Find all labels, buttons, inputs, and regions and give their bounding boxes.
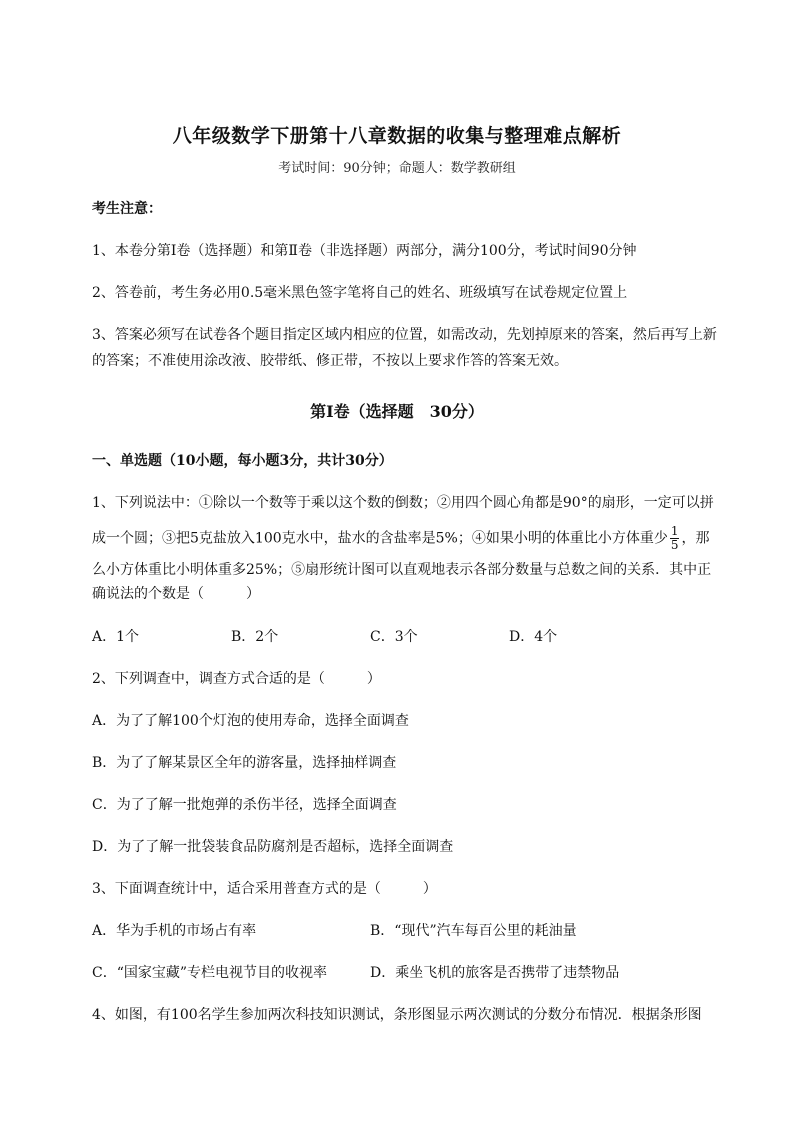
section-title: 第I卷（选择题 30分） [310, 402, 484, 421]
q1-option-d: D．4个 [509, 629, 558, 645]
q3-stem: 3、下面调查统计中，适合采用普查方式的是（ ） [92, 881, 437, 897]
exam-info: 考试时间：90分钟；命题人：数学教研组 [278, 161, 516, 176]
q1-option-b: B．2个 [231, 629, 279, 645]
q3-option-d: D．乘坐飞机的旅客是否携带了违禁物品 [370, 965, 620, 981]
notice-item-1: 1、本卷分第I卷（选择题）和第Ⅱ卷（非选择题）两部分，满分100分，考试时间90分钟 [92, 243, 637, 259]
q1-line-2-end: ，那 [681, 530, 710, 547]
notice-item-3: 3、答案必须写在试卷各个题目指定区域内相应的位置，如需改动，先划掉原来的答案，然后再写上新 [92, 327, 717, 343]
q1-line-2 [92, 525, 709, 552]
notice-item-3-cont: 的答案；不准使用涂改液、胶带纸、修正带，不按以上要求作答的答案无效。 [92, 353, 568, 369]
notice-heading: 考生注意： [92, 201, 162, 217]
q2-option-d: D．为了了解一批袋装食品防腐剂是否超标，选择全面调查 [92, 839, 454, 855]
q2-option-b: B．为了了解某景区全年的游客量，选择抽样调查 [92, 755, 397, 771]
q4-stem: 4、如图，有100名学生参加两次科技知识测试，条形图显示两次测试的分数分布情况．根据条形图 [92, 1007, 702, 1023]
q3-option-a: A．华为手机的市场占有率 [92, 923, 257, 939]
q1-line-4: 确说法的个数是（ ） [92, 586, 260, 602]
q1-line-3: 么小方体重比小明体重多25%；⑤扇形统计图可以直观地表示各部分数量与总数之间的关系．其中正 [92, 562, 712, 578]
notice-item-2: 2、答卷前，考生务必用0.5毫米黑色签字笔将自己的姓名、班级填写在试卷规定位置上 [92, 285, 628, 301]
page-title: 八年级数学下册第十八章数据的收集与整理难点解析 [172, 125, 622, 147]
q3-option-c: C．“国家宝藏”专栏电视节目的收视率 [92, 965, 328, 981]
q1-line-2-text: 成一个圆；③把5克盐放入100克水中，盐水的含盐率是5%；④如果小明的体重比小方体重少 [92, 530, 668, 547]
q3-option-b: B．“现代”汽车每百公里的耗油量 [370, 923, 577, 939]
fraction-numerator: 1 [670, 524, 679, 538]
q1-line-1: 1、下列说法中：①除以一个数等于乘以这个数的倒数；②用四个圆心角都是90°的扇形，一定可以拼 [92, 495, 714, 511]
part-heading: 一、单选题（10小题，每小题3分，共计30分） [92, 453, 393, 469]
q1-option-c: C．3个 [370, 629, 418, 645]
q2-option-c: C．为了了解一批炮弹的杀伤半径，选择全面调查 [92, 797, 397, 813]
fraction [670, 525, 680, 552]
q2-option-a: A．为了了解100个灯泡的使用寿命，选择全面调查 [92, 713, 409, 729]
q2-stem: 2、下列调查中，调查方式合适的是（ ） [92, 671, 381, 687]
q1-option-a: A．1个 [92, 629, 140, 645]
fraction-denominator: 5 [670, 538, 679, 552]
